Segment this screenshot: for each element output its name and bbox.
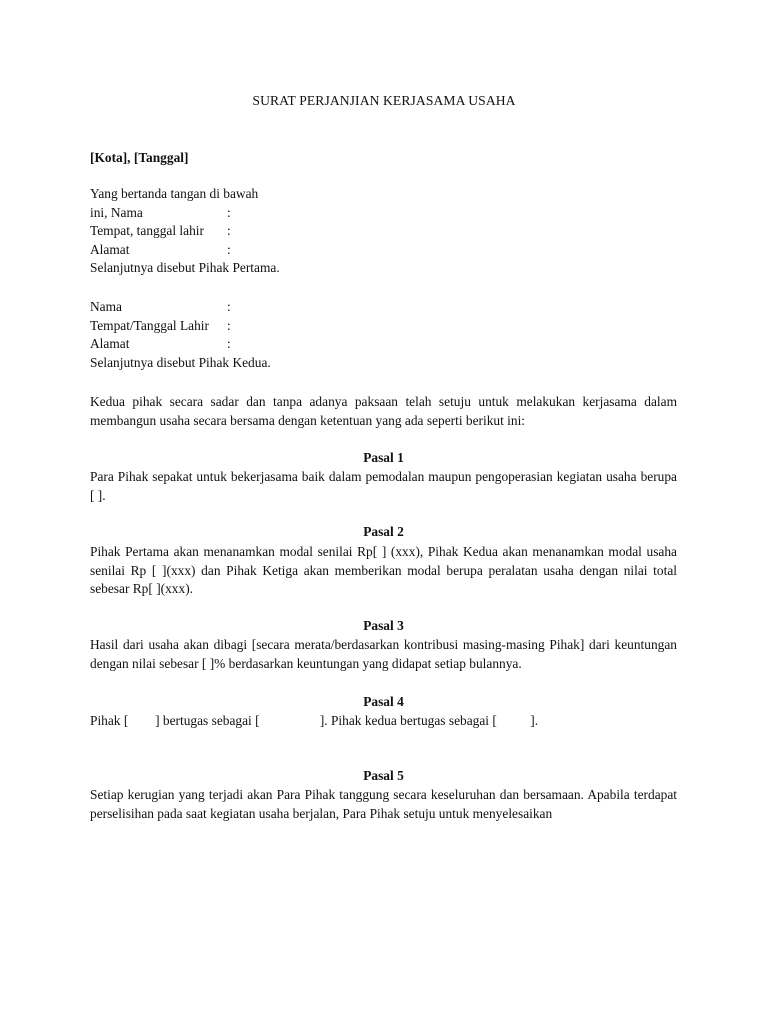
field-colon: :	[227, 299, 231, 314]
field-label: ini, Nama	[90, 204, 143, 220]
party-2-field	[90, 335, 677, 354]
party-1-field	[90, 241, 677, 260]
party-2-field	[90, 298, 677, 317]
intro-line: Yang bertanda tangan di bawah	[90, 186, 259, 201]
article-5-text: Setiap kerugian yang terjadi akan Para Pihak tanggung secara keseluruhan dan bersamaan. Apabila terdapat perselisihan pada saat kegiatan usaha berjalan, Para Pihak setuju untuk menyelesaikan	[90, 787, 677, 821]
party-1-field	[90, 222, 677, 241]
party-1-closing: Selanjutnya disebut Pihak Pertama.	[90, 260, 280, 276]
field-colon: :	[227, 223, 231, 239]
article-3-heading: Pasal 3	[363, 618, 404, 633]
article-4-text: Pihak [ ] bertugas sebagai [ ]. Pihak kedua bertugas sebagai [ ].	[90, 713, 539, 728]
article-5-heading: Pasal 5	[363, 768, 404, 783]
article-1-text: Para Pihak sepakat untuk bekerjasama baik dalam pemodalan maupun pengoperasian kegiatan usaha berupa [ ].	[90, 469, 677, 503]
article-2-heading: Pasal 2	[363, 524, 404, 539]
document-title: SURAT PERJANJIAN KERJASAMA USAHA	[252, 93, 516, 108]
place-date: [Kota], [Tanggal]	[90, 150, 189, 165]
field-label: Nama	[90, 299, 122, 314]
article-2-text: Pihak Pertama akan menanamkan modal senilai Rp[ ] (xxx), Pihak Kedua akan menanamkan modal usaha senilai Rp [ ](xxx) dan Pihak Ketiga akan memberikan modal berupa peralatan usaha dengan nilai total sebesar Rp[ ](xxx).	[90, 544, 677, 597]
field-label: Tempat/Tanggal Lahir	[90, 317, 209, 333]
article-1-heading: Pasal 1	[363, 450, 404, 465]
field-label: Tempat, tanggal lahir	[90, 223, 204, 239]
field-colon: :	[227, 241, 231, 257]
party-2-block	[90, 298, 677, 372]
field-colon: :	[227, 317, 231, 333]
article-3-text: Hasil dari usaha akan dibagi [secara merata/berdasarkan kontribusi masing-masing Pihak] dari keuntungan dengan nilai sebesar [ ]% berdasarkan keuntungan yang didapat setiap bulannya.	[90, 637, 677, 671]
field-colon: :	[227, 336, 231, 352]
party-2-field	[90, 317, 677, 336]
party-2-closing: Selanjutnya disebut Pihak Kedua.	[90, 354, 271, 370]
party-1-field	[90, 204, 677, 223]
preamble-paragraph: Kedua pihak secara sadar dan tanpa adanya paksaan telah setuju untuk melakukan kerjasama dalam membangun usaha secara bersama dengan ketentuan yang ada seperti berikut ini:	[90, 394, 677, 428]
field-label: Alamat	[90, 336, 130, 352]
article-4-heading: Pasal 4	[363, 694, 404, 709]
field-label: Alamat	[90, 241, 130, 257]
party-1-block	[90, 185, 677, 278]
field-colon: :	[227, 204, 231, 220]
